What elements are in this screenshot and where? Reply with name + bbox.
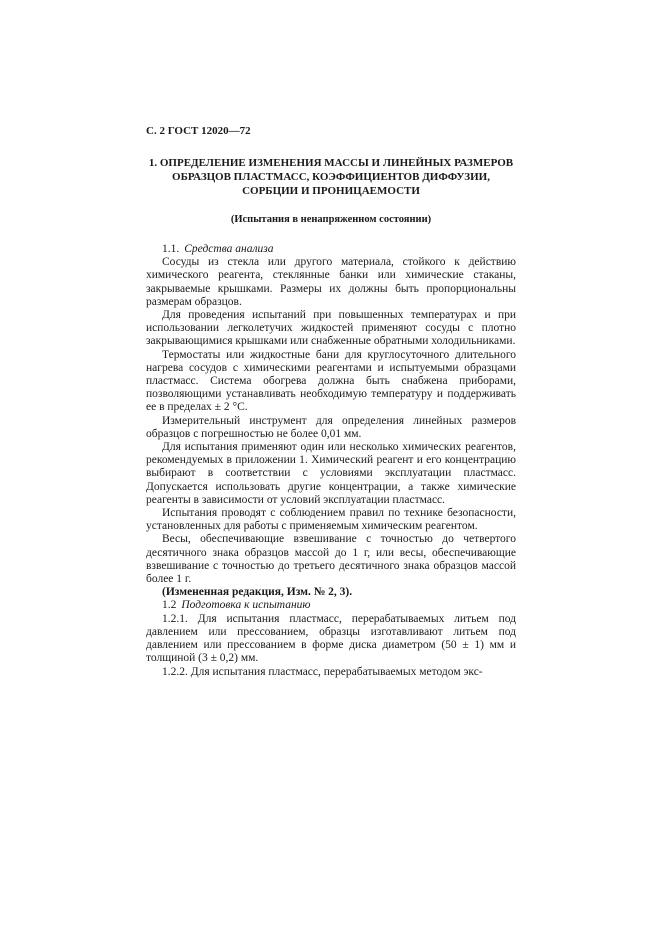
subsection-number: 1.2 xyxy=(162,599,177,612)
paragraph: Испытания проводят с соблюдением правил по технике безопасности, установленных для работы с применяемым химическим реагентом. xyxy=(146,507,516,533)
paragraph: Термостаты или жидкостные бани для круглосуточного длительного нагрева сосудов с химическими реагентами и испытуемыми образцами пластмасс. Система обогрева должна быть снабжена приборами, позволяющими устанавливать необходимую температуру и поддерживать ее в пределах ± 2 °С. xyxy=(146,348,516,414)
subsection-title-1-1 xyxy=(146,243,516,256)
paragraph: Весы, обеспечивающие взвешивание с точностью до четвертого десятичного знака образцов массой до 1 г, или весы, обеспечивающие взвешивание с точностью до третьего десятичного знака образцов массой более 1 г. xyxy=(146,533,516,586)
paragraph: 1.2.1. Для испытания пластмасс, перерабатываемых литьем под давлением или прессованием, образцы изготавливают литьем под давлением или прессованием в форме диска диаметром (50 ± 1) мм и толщиной (3 ± 0,2) мм. xyxy=(146,612,516,665)
paragraph: Для испытания применяют один или несколько химических реагентов, рекомендуемых в приложении 1. Химический реагент и его концентрацию выбирают в соответствии с условиями эксплуатации пластмасс. Допускается использовать другие концентрации, а также химические реагенты в зависимости от условий эксплуатации пластмасс. xyxy=(146,441,516,506)
section-subheading: (Испытания в ненапряженном состоянии) xyxy=(230,214,432,225)
section-heading: 1. ОПРЕДЕЛЕНИЕ ИЗМЕНЕНИЯ МАССЫ И ЛИНЕЙНЫХ РАЗМЕРОВ ОБРАЗЦОВ ПЛАСТМАСС, КОЭФФИЦИЕНТОВ ДИФФУЗИИ, СОРБЦИИ И ПРОНИЦАЕМОСТИ xyxy=(148,157,514,197)
subsection-title-text: Подготовка к испытанию xyxy=(181,599,311,612)
document-page xyxy=(146,124,516,679)
paragraph: Измерительный инструмент для определения линейных размеров образцов с погрешностью не более 0,01 мм. xyxy=(146,414,516,440)
paragraph: Сосуды из стекла или другого материала, стойкого к действию химического реагента, стеклянные банки или химические стаканы, закрываемые крышками. Размеры их должны быть пропорциональны размерам образцов. xyxy=(146,256,516,308)
paragraph: Для проведения испытаний при повышенных температурах и при использовании легколетучих жидкостей применяют сосуды с плотно закрывающимися крышками или снабженные обратными холодильниками. xyxy=(146,309,516,348)
change-note: (Измененная редакция, Изм. № 2, 3). xyxy=(162,586,353,599)
subsection-number: 1.1. xyxy=(162,243,180,255)
subsection-title-text: Средства анализа xyxy=(184,243,274,255)
subsection-title-1-2 xyxy=(146,599,516,612)
running-head: С. 2 ГОСТ 12020—72 xyxy=(146,125,251,137)
paragraph: 1.2.2. Для испытания пластмасс, перерабатываемых методом экс- xyxy=(162,665,483,678)
